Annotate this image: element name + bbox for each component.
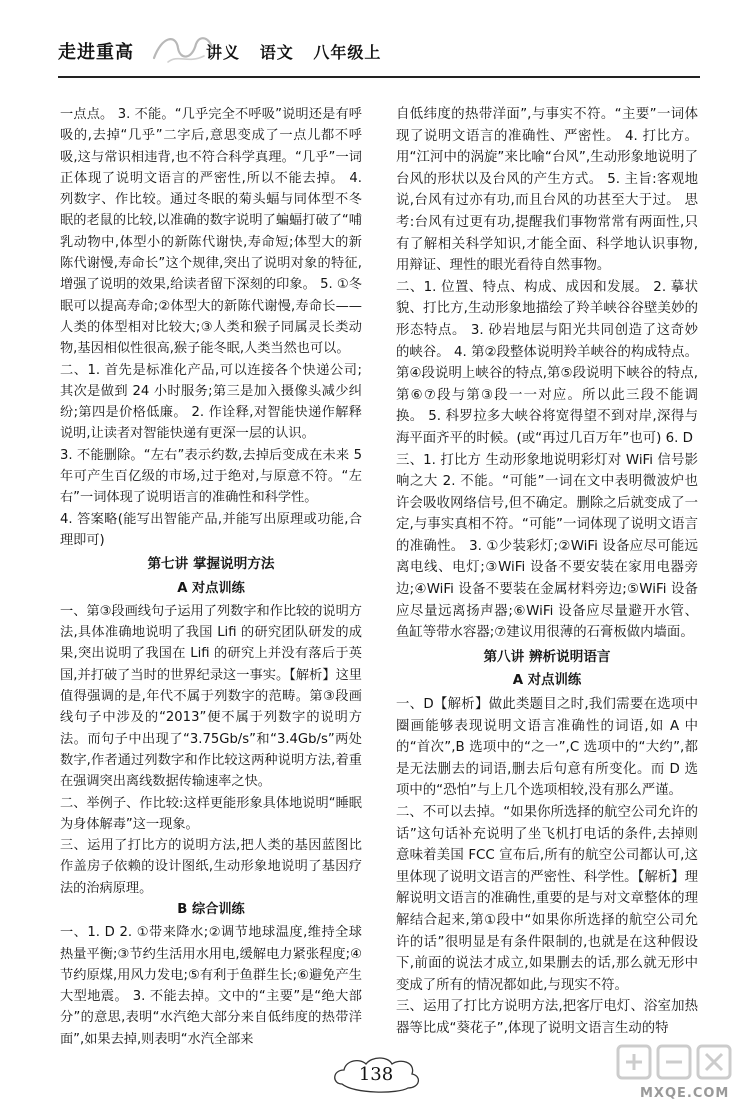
right-column — [396, 104, 698, 1040]
answer-paragraph: 4. 答案略(能写出智能产品,并能写出原理或功能,合理即可) — [60, 511, 362, 548]
answer-paragraph: 三、1. 打比方 生动形象地说明彩灯对 WiFi 信号影响之大 2. 不能。“可能”一词在文中表明微波炉也许会吸收网络信号,但不确定。删除之后就变成了一定,与事实真相不符。“可能”一词体现了说明文语言的准确性。 3. ①少装彩灯;②WiFi 设备应尽可能远离电线、电灯;③WiFi 设备不要安装在家用电器旁边;④WiFi 设备不要装在金属材料旁边;⑤WiFi 设备应尽量远离扬声器;⑥WiFi 设备应尽量避开水管、鱼缸等带水容器;⑦建议用很薄的石膏板做内墙面。 — [396, 452, 698, 641]
left-column — [60, 104, 362, 1050]
section-heading: 第八讲 辨析说明语言 — [483, 648, 611, 665]
brand-title: 走进重高 — [58, 42, 134, 63]
page-header — [58, 30, 698, 74]
answer-paragraph: 二、举例子、作比较:这样更能形象具体地说明“睡眠为身体解毒”这一现象。 — [60, 795, 362, 832]
answer-paragraph: 三、运用了打比方说明方法,把客厅电灯、浴室加热器等比成“葵花子”,体现了说明文语言生动的特 — [396, 999, 698, 1036]
header-divider — [58, 76, 700, 78]
answer-paragraph: 3. 不能删除。“左右”表示约数,去掉后变成在未来 5 年可产生百亿级的市场,过于绝对,与原意不符。“左右”一词体现了说明语言的准确性和科学性。 — [60, 447, 362, 506]
section-heading: 第七讲 掌握说明方法 — [147, 556, 275, 573]
answer-paragraph: 三、运用了打比方的说明方法,把人类的基因蓝图比作盖房子依赖的设计图纸,生动形象地说明了基因疗法的治病原理。 — [60, 838, 362, 896]
page-number-badge — [328, 1054, 424, 1098]
subsection-heading: A 对点训练 — [177, 580, 245, 596]
answer-paragraph: 一、1. D 2. ①带来降水;②调节地球温度,维持全球热量平衡;③节约生活用水用电,缓解电力紧张程度;④节约原煤,用风力发电;⑤有利于鱼群生长;⑥避免产生大型地震。 3. 不能去掉。文中的“主要”是“绝大部分”的意思,表明“水汽绝大部分来自低纬度的热带洋面”,如果去掉,则表明“水汽全部来 — [60, 925, 362, 1047]
answer-paragraph: 自低纬度的热带洋面”,与事实不符。“主要”一词体现了说明文语言的准确性、严密性。 4. 打比方。用“江河中的涡旋”来比喻“台风”,生动形象地说明了台风的形状以及台风的产生方式。 5. 主旨:客观地说,台风有过亦有功,而且台风的功甚至大于过。 思考:台风有过更有功,提醒我们事物常常有两面性,只有了解相关科学知识,才能全面、科学地认识事物,用辩证、理性的眼光看待自然事物。 — [396, 107, 698, 274]
subsection-heading: B 综合训练 — [177, 901, 245, 917]
answer-paragraph: 二、不可以去掉。“如果你所选择的航空公司允许的话”这句话补充说明了坐飞机打电话的条件,去掉则意味着美国 FCC 宣布后,所有的航空公司都认可,这里体现了说明文语言的严密性、科学性。【解析】理解说明文语言的准确性,重要的是与对文章整体的理解结合起来,第①段中“如果你所选择的航空公司允许的话”很明显是有条件限制的,也就是在这种假设下,前面的说法才成立,如果删去的话,那么就无形中变成了所有的情况都如此,与现实不符。 — [396, 805, 698, 993]
answer-paragraph: 一点点。 3. 不能。“几乎完全不呼吸”说明还是有呼吸的,去掉“几乎”二字后,意思变成了一点儿都不呼吸,这与常识相违背,也不符合科学真理。“几乎”一词正体现了说明文语言的严密性,所以不能去掉。 4. 列数字、作比较。通过冬眠的菊头蝠与同体型不冬眠的老鼠的比较,以准确的数字说明了蝙蝠打破了“哺乳动物中,体型小的新陈代谢快,寿命短;体型大的新陈代谢慢,寿命长”这个规律,突出了说明对象的特征,增强了说明的效果,给读者留下深刻的印象。 5. ①冬眠可以提高寿命;②体型大的新陈代谢慢,寿命长——人类的体型相对比较大;③人类和猴子同属灵长类动物,基因相似性很高,猴子能冬眠,人类当然也可以。 — [60, 107, 362, 357]
watermark-logo-icon — [612, 1040, 742, 1112]
header-subject: 讲义 语文 八年级上 — [206, 43, 382, 62]
answer-paragraph: 一、D【解析】做此类题目之时,我们需要在选项中圈画能够表现说明文语言准确性的词语,如 A 中的“首次”,B 选项中的“之一”,C 选项中的“大约”,都是无法删去的词语,删去后句意有所变化。而 D 选项中的“恐怕”与上几个选项相较,没有那么严谨。 — [396, 697, 698, 799]
answer-paragraph: 二、1. 首先是标准化产品,可以连接各个快递公司;其次是做到 24 小时服务;第三是加入摄像头减少纠纷;第四是价格低廉。 2. 作诠释,对智能快递作解释说明,让读者对智能快递有更深一层的认识。 — [60, 362, 362, 442]
answer-paragraph: 二、1. 位置、特点、构成、成因和发展。 2. 摹状貌、打比方,生动形象地描绘了羚羊峡谷谷壁美妙的形态特点。 3. 砂岩地层与阳光共同创造了这奇妙的峡谷。 4. 第②段整体说明羚羊峡谷的构成特点。第④段说明上峡谷的特点,第⑤段说明下峡谷的特点,第⑥⑦段与第③段一一对应。所以此三段不能调换。 5. 科罗拉多大峡谷将宽得望不到对岸,深得与海平面齐平的时候。(或“再过几百万年”也可) 6. D — [396, 279, 698, 446]
subsection-heading: A 对点训练 — [512, 673, 582, 689]
page-number: 138 — [358, 1064, 394, 1085]
watermark-text: MXQE.COM — [640, 1086, 730, 1101]
answer-paragraph: 一、第③段画线句子运用了列数字和作比较的说明方法,具体准确地说明了我国 Lifi 的研究团队研发的成果,突出说明了我国在 Lifi 的研究上并没有落后于英国,并打破了当时的世界纪录这一事实。【解析】这里值得强调的是,年代不属于列数字的范畴。第③段画线句子中涉及的“2013”便不属于列数字的说明方法。而句子中出现了“3.75Gb/s”和“3.4Gb/s”两处数字,作者通过列数字和作比较这两种说明方法,着重在强调突出离线数据传输速率之快。 — [60, 603, 362, 790]
